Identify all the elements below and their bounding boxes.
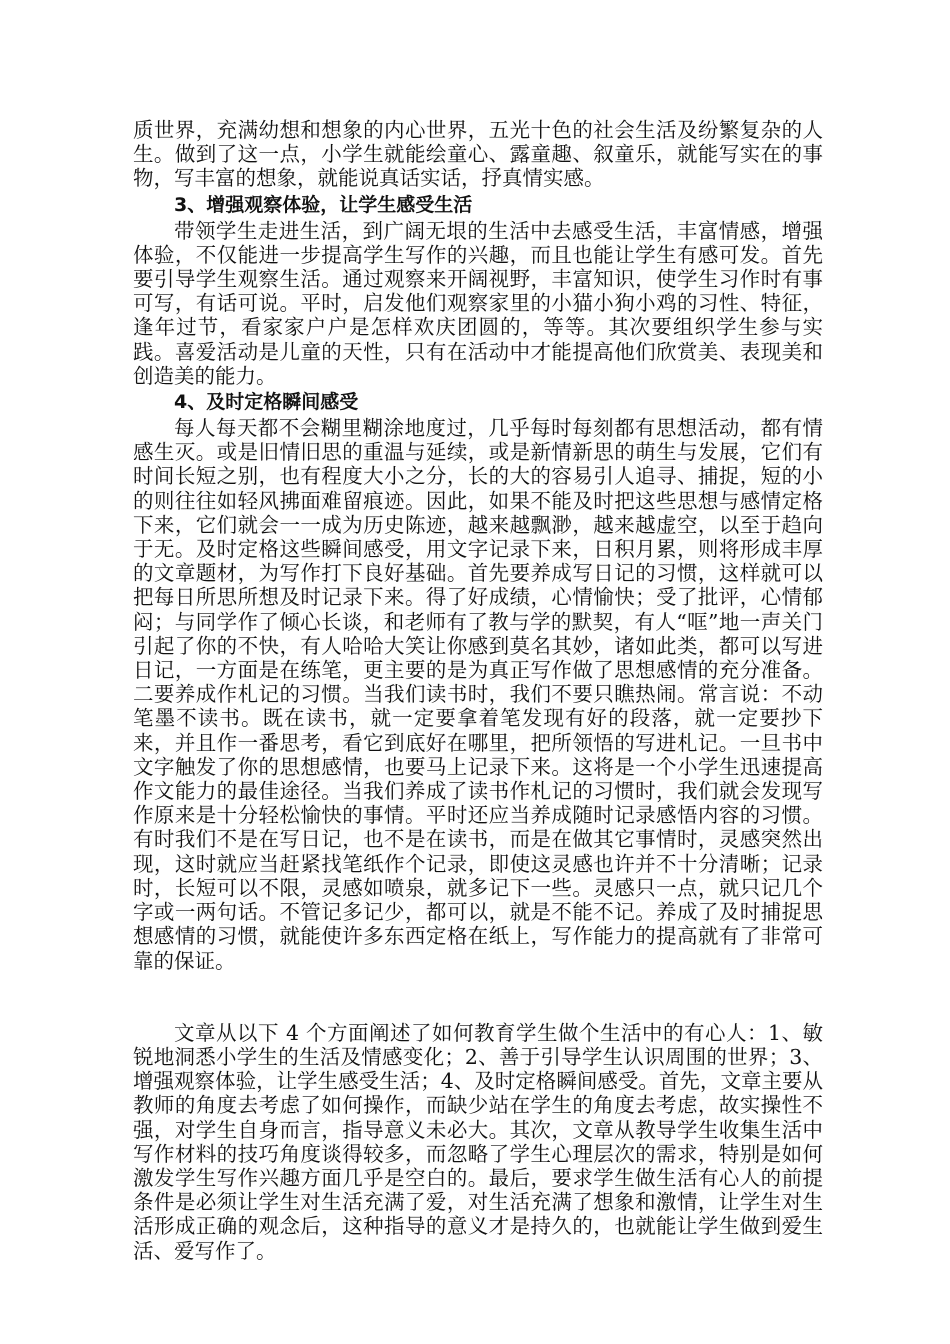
comment-paragraph: 文章从以下 4 个方面阐述了如何教育学生做个生活中的有心人：1、敏锐地洞悉小学生的生活及情感变化；2、善于引导学生认识周围的世界；3、增强观察体验，让学生感受生活；4、及时定格瞬间感受。首先，文章主要从教师的角度去考虑了如何操作，而缺少站在学生的角度去考虑，故实操性不强，对学生自身而言，指导意义未必大。其次，文章从教导学生收集生活中写作材料的技巧角度谈得较多，而忽略了学生心理层次的需求，特别是如何激发学生写作兴趣方面几乎是空白的。最后，要求学生做生活有心人的前提条件是必须让学生对生活充满了爱，对生活充满了想象和激情，让学生对生活形成正确的观念后，这种指导的意义才是持久的，也就能让学生做到爱生活、爱写作了。 bbox=[133, 1020, 823, 1263]
section-4-heading: 4、及时定格瞬间感受 bbox=[174, 391, 359, 414]
paragraph-spacer bbox=[133, 973, 823, 1021]
section-3-heading: 3、增强观察体验，让学生感受生活 bbox=[174, 193, 473, 216]
document-page bbox=[133, 118, 823, 1263]
section-3-paragraph: 带领学生走进生活，到广阔无垠的生活中去感受生活，丰富情感，增强体验，不仅能进一步提高学生写作的兴趣，而且也能让学生有感可发。首先要引导学生观察生活。通过观察来开阔视野，丰富知识，使学生习作时有事可写，有话可说。平时，启发他们观察家里的小猫小狗小鸡的习性、特征，逢年过节，看家家户户是怎样欢庆团圆的，等等。其次要组织学生参与实践。喜爱活动是儿童的天性，只有在活动中才能提高他们欣赏美、表现美和创造美的能力。 bbox=[133, 218, 823, 388]
intro-paragraph: 质世界，充满幼想和想象的内心世界，五光十色的社会生活及纷繁复杂的人生。做到了这一点，小学生就能绘童心、露童趣、叙童乐，就能写实在的事物，写丰富的想象，就能说真话实话，抒真情实感。 bbox=[133, 118, 823, 191]
section-4-paragraph: 每人每天都不会糊里糊涂地度过，几乎每时每刻都有思想活动，都有情感生灭。或是旧情旧思的重温与延续，或是新情新思的萌生与发展，它们有时间长短之别，也有程度大小之分，长的大的容易引人追寻、捕捉，短的小的则往往如轻风拂面难留痕迹。因此，如果不能及时把这些思想与感情定格下来，它们就会一一成为历史陈迹，越来越飘渺，越来越虚空，以至于趋向于无。及时定格这些瞬间感受，用文字记录下来，日积月累，则将形成丰厚的文章题材，为写作打下良好基础。首先要养成写日记的习惯，这样就可以把每日所思所想及时记录下来。得了好成绩，心情愉快；受了批评，心情郁闷；与同学作了倾心长谈，和老师有了教与学的默契，有人“哐”地一声关门引起了你的不快，有人哈哈大笑让你感到莫名其妙，诸如此类，都可以写进日记，一方面是在练笔，更主要的是为真正写作做了思想感情的充分准备。二要养成作札记的习惯。当我们读书时，我们不要只瞧热闹。常言说：不动笔墨不读书。既在读书，就一定要拿着笔发现有好的段落，就一定要抄下来，并且作一番思考，看它到底好在哪里，把所领悟的写进札记。一旦书中文字触发了你的思想感情，也要马上记录下来。这将是一个小学生迅速提高作文能力的最佳途径。当我们养成了读书作札记的习惯时，我们就会发现写作原来是十分轻松愉快的事情。平时还应当养成随时记录感悟内容的习惯。有时我们不是在写日记，也不是在读书，而是在做其它事情时，灵感突然出现，这时就应当赶紧找笔纸作个记录，即使这灵感也许并不十分清晰；记录时，长短可以不限，灵感如喷泉，就多记下一些。灵感只一点，就只记几个字或一两句话。不管记多记少，都可以，就是不能不记。养成了及时捕捉思想感情的习惯，就能使许多东西定格在纸上，写作能力的提高就有了非常可靠的保证。 bbox=[133, 416, 823, 973]
